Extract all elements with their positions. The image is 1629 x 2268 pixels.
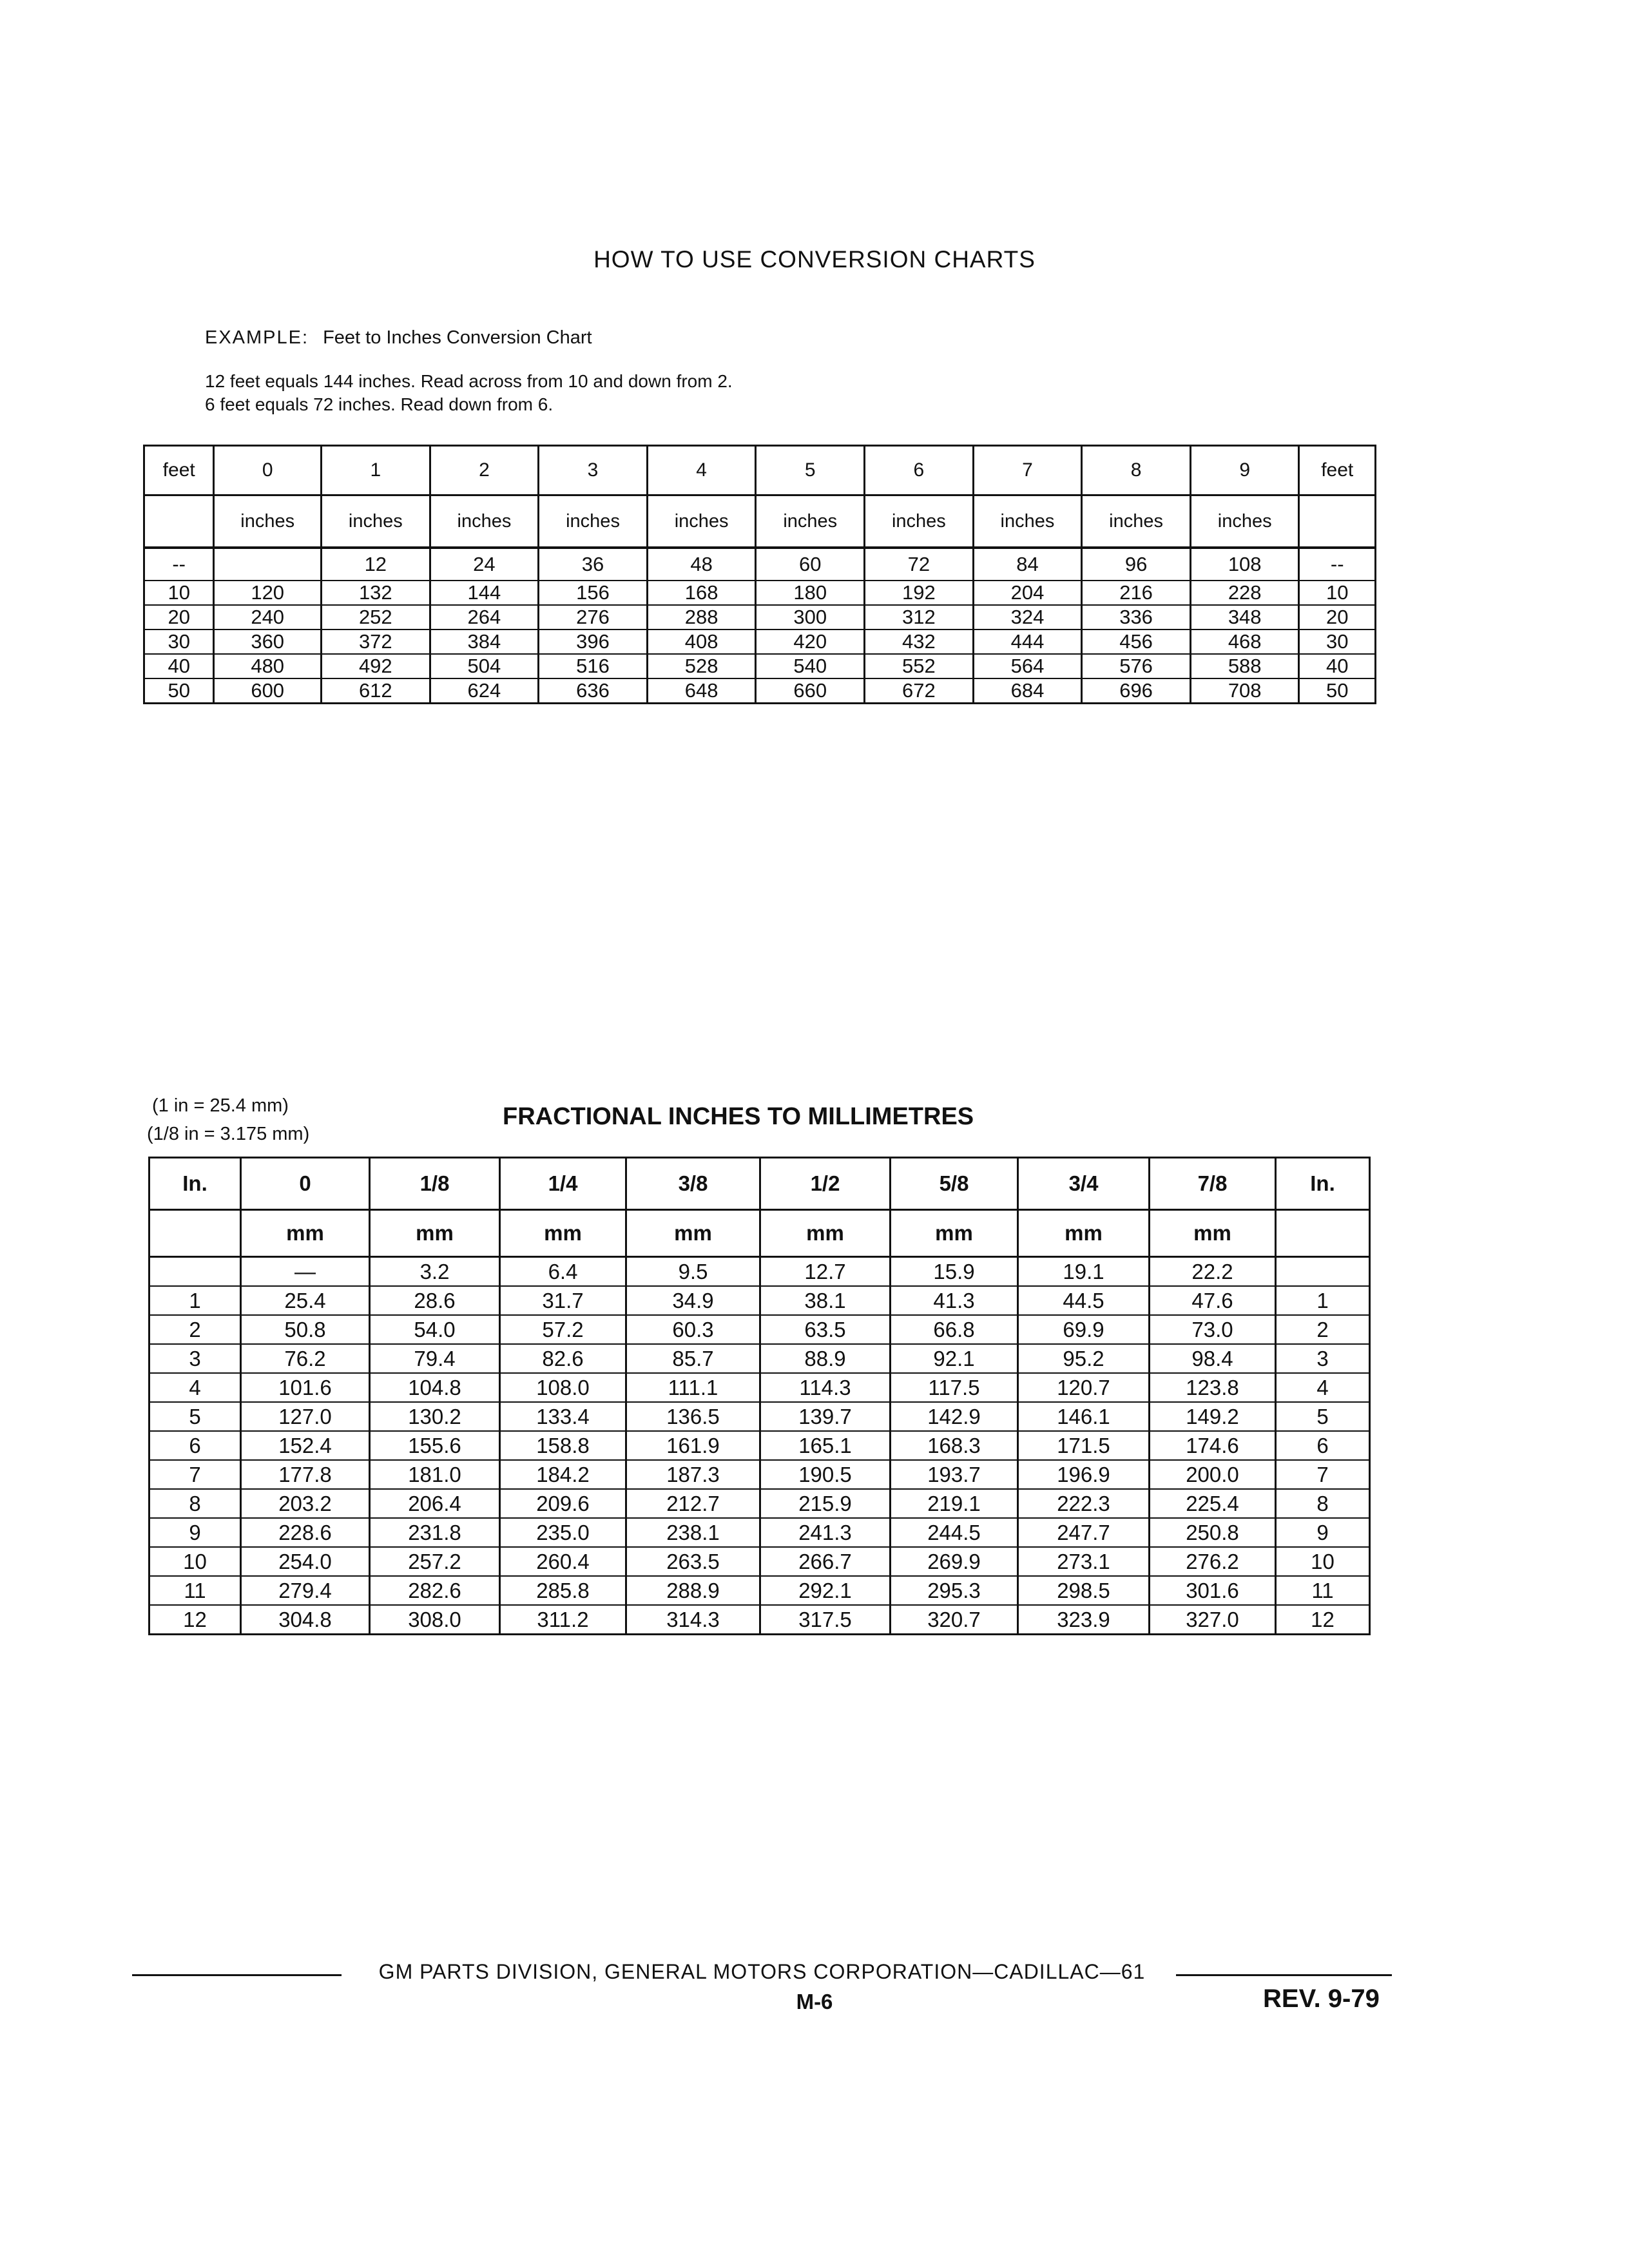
table-row-cell: 36 xyxy=(539,548,648,581)
table-row-cell: 96 xyxy=(1082,548,1191,581)
table-row-cell: 48 xyxy=(647,548,756,581)
unit-row-cell: mm xyxy=(1150,1210,1276,1257)
table-row-cell: 324 xyxy=(973,605,1082,629)
table-row-cell: 47.6 xyxy=(1150,1286,1276,1315)
example-label: EXAMPLE: xyxy=(205,327,309,348)
table-row xyxy=(144,678,1376,704)
table-row-cell: 9 xyxy=(149,1518,241,1547)
table-row-cell: 708 xyxy=(1190,678,1299,704)
header-row-cell: feet xyxy=(1299,446,1376,495)
table-row xyxy=(149,1460,1370,1489)
table-row-cell: — xyxy=(241,1257,370,1287)
table-row-cell: 312 xyxy=(865,605,974,629)
table-row-cell: 40 xyxy=(1299,654,1376,678)
table-row-cell: 84 xyxy=(973,548,1082,581)
unit-row xyxy=(149,1210,1370,1257)
table-row-cell xyxy=(149,1257,241,1287)
table-row-cell: 146.1 xyxy=(1018,1402,1150,1431)
table-row-cell: 336 xyxy=(1082,605,1191,629)
table-row-cell: 54.0 xyxy=(370,1315,500,1344)
example-explanation-line1: 12 feet equals 144 inches. Read across from 10 and down from 2. xyxy=(205,371,733,391)
table-row xyxy=(149,1576,1370,1605)
table-row-cell: 292.1 xyxy=(760,1576,891,1605)
table-row-cell: 193.7 xyxy=(891,1460,1018,1489)
table-row-cell: 12 xyxy=(322,548,430,581)
table-row-cell: 219.1 xyxy=(891,1489,1018,1518)
table-row-cell: 60.3 xyxy=(626,1315,760,1344)
conversion-guide-title: HOW TO USE CONVERSION CHARTS xyxy=(593,246,1036,273)
table-row-cell: 552 xyxy=(865,654,974,678)
unit-row-cell: inches xyxy=(1082,495,1191,548)
header-row-cell: 0 xyxy=(241,1158,370,1210)
table-row-cell: 276.2 xyxy=(1150,1547,1276,1576)
footer-line xyxy=(132,1960,1392,1986)
table-row-cell: 120.7 xyxy=(1018,1373,1150,1402)
table-row-cell: 624 xyxy=(430,678,539,704)
table-row-cell: 9.5 xyxy=(626,1257,760,1287)
table-row-cell: 50 xyxy=(144,678,214,704)
feet-to-inches-table xyxy=(143,445,1376,704)
table-row-cell: 120 xyxy=(214,581,322,605)
table-row-cell: 165.1 xyxy=(760,1431,891,1460)
table-row-cell: 408 xyxy=(647,629,756,654)
unit-row-cell: inches xyxy=(647,495,756,548)
table-row-cell: 136.5 xyxy=(626,1402,760,1431)
table-row-cell: 180 xyxy=(756,581,865,605)
table-row-cell: 98.4 xyxy=(1150,1344,1276,1373)
table-row-cell: 69.9 xyxy=(1018,1315,1150,1344)
header-row-cell: 1/2 xyxy=(760,1158,891,1210)
table-row-cell: 612 xyxy=(322,678,430,704)
example-explanation-line2: 6 feet equals 72 inches. Read down from 6. xyxy=(205,394,554,414)
table-row-cell: 456 xyxy=(1082,629,1191,654)
table-row-cell: 244.5 xyxy=(891,1518,1018,1547)
unit-row-cell xyxy=(1276,1210,1370,1257)
table-row-cell: 22.2 xyxy=(1150,1257,1276,1287)
table-row-cell xyxy=(1276,1257,1370,1287)
table-row-cell: 266.7 xyxy=(760,1547,891,1576)
table-row-cell: 540 xyxy=(756,654,865,678)
table-row-cell: 235.0 xyxy=(500,1518,626,1547)
table-row-cell: 7 xyxy=(149,1460,241,1489)
header-row-cell: 1/4 xyxy=(500,1158,626,1210)
table-row-cell: 311.2 xyxy=(500,1605,626,1635)
table-row-cell: 156 xyxy=(539,581,648,605)
unit-row-cell: mm xyxy=(1018,1210,1150,1257)
header-row-cell: 2 xyxy=(430,446,539,495)
table-row-cell: 88.9 xyxy=(760,1344,891,1373)
header-row-cell: 7/8 xyxy=(1150,1158,1276,1210)
table-row-cell: 300 xyxy=(756,605,865,629)
table-row-cell: 192 xyxy=(865,581,974,605)
table-row-cell: 111.1 xyxy=(626,1373,760,1402)
table-row-cell: 576 xyxy=(1082,654,1191,678)
table-row-cell: 3.2 xyxy=(370,1257,500,1287)
table-row-cell: 117.5 xyxy=(891,1373,1018,1402)
table-row xyxy=(149,1518,1370,1547)
table-row-cell: 144 xyxy=(430,581,539,605)
unit-row-cell xyxy=(1299,495,1376,548)
table-row-cell: 123.8 xyxy=(1150,1373,1276,1402)
table-row-cell: 4 xyxy=(149,1373,241,1402)
table-row-cell: 85.7 xyxy=(626,1344,760,1373)
table-row-cell: 161.9 xyxy=(626,1431,760,1460)
table-row-cell: 468 xyxy=(1190,629,1299,654)
table-row-cell: 7 xyxy=(1276,1460,1370,1489)
table-row-cell: 168.3 xyxy=(891,1431,1018,1460)
table-row-cell: 66.8 xyxy=(891,1315,1018,1344)
table-row-cell: 158.8 xyxy=(500,1431,626,1460)
conversion-note-eighth: (1/8 in = 3.175 mm) xyxy=(147,1124,310,1144)
table-row xyxy=(149,1315,1370,1344)
page-number: M-6 xyxy=(796,1990,833,2013)
table-row-cell: 492 xyxy=(322,654,430,678)
table-row-cell: 254.0 xyxy=(241,1547,370,1576)
table-row-cell: 11 xyxy=(1276,1576,1370,1605)
table-row-cell: 50.8 xyxy=(241,1315,370,1344)
unit-row-cell: mm xyxy=(241,1210,370,1257)
header-row-cell: 9 xyxy=(1190,446,1299,495)
table-row-cell: 30 xyxy=(144,629,214,654)
table-row-cell: 10 xyxy=(1299,581,1376,605)
table-row-cell: 2 xyxy=(149,1315,241,1344)
table-row xyxy=(149,1286,1370,1315)
table-row-cell: 76.2 xyxy=(241,1344,370,1373)
table-row-cell: 228.6 xyxy=(241,1518,370,1547)
table-row-cell: 314.3 xyxy=(626,1605,760,1635)
table-row-cell: 8 xyxy=(1276,1489,1370,1518)
table-row-cell: 12 xyxy=(149,1605,241,1635)
table-row-cell: 228 xyxy=(1190,581,1299,605)
table-row-cell: 215.9 xyxy=(760,1489,891,1518)
table-row-cell: 327.0 xyxy=(1150,1605,1276,1635)
table-row-cell: 11 xyxy=(149,1576,241,1605)
header-row-cell: In. xyxy=(149,1158,241,1210)
table-row-cell: 142.9 xyxy=(891,1402,1018,1431)
table-row-cell: 247.7 xyxy=(1018,1518,1150,1547)
table-row-cell: 28.6 xyxy=(370,1286,500,1315)
header-row xyxy=(149,1158,1370,1210)
table-row xyxy=(149,1257,1370,1287)
table-row-cell: 6.4 xyxy=(500,1257,626,1287)
header-row-cell: In. xyxy=(1276,1158,1370,1210)
table-row-cell: 257.2 xyxy=(370,1547,500,1576)
header-row-cell: 3/4 xyxy=(1018,1158,1150,1210)
table-row-cell: 240 xyxy=(214,605,322,629)
header-row-cell: 3/8 xyxy=(626,1158,760,1210)
table-row-cell: 238.1 xyxy=(626,1518,760,1547)
table-row-cell: 177.8 xyxy=(241,1460,370,1489)
table-row xyxy=(149,1373,1370,1402)
table-row-cell: 19.1 xyxy=(1018,1257,1150,1287)
table-row-cell: 171.5 xyxy=(1018,1431,1150,1460)
header-row-cell: 8 xyxy=(1082,446,1191,495)
table-row-cell: 288.9 xyxy=(626,1576,760,1605)
table-row-cell: 5 xyxy=(1276,1402,1370,1431)
table-row-cell: 504 xyxy=(430,654,539,678)
header-row-cell: 5 xyxy=(756,446,865,495)
table-row-cell: 25.4 xyxy=(241,1286,370,1315)
footer-rule-right xyxy=(1176,1974,1392,1976)
table-row-cell: 5 xyxy=(149,1402,241,1431)
table-row-cell: 269.9 xyxy=(891,1547,1018,1576)
unit-row-cell: mm xyxy=(891,1210,1018,1257)
table-row-cell: 10 xyxy=(144,581,214,605)
table-row-cell: 317.5 xyxy=(760,1605,891,1635)
table-row-cell: 298.5 xyxy=(1018,1576,1150,1605)
table-row-cell: 588 xyxy=(1190,654,1299,678)
table-row-cell: 127.0 xyxy=(241,1402,370,1431)
table-row-cell: 24 xyxy=(430,548,539,581)
table-row-cell: 6 xyxy=(149,1431,241,1460)
unit-row-cell: inches xyxy=(865,495,974,548)
table-row-cell: 285.8 xyxy=(500,1576,626,1605)
table-row-cell: 12 xyxy=(1276,1605,1370,1635)
table-row-cell: 38.1 xyxy=(760,1286,891,1315)
table-row-cell: 6 xyxy=(1276,1431,1370,1460)
table-row-cell: 564 xyxy=(973,654,1082,678)
table-row-cell: 168 xyxy=(647,581,756,605)
table-row-cell: 95.2 xyxy=(1018,1344,1150,1373)
table-row xyxy=(144,548,1376,581)
table-row-cell: 108.0 xyxy=(500,1373,626,1402)
table-row-cell: 252 xyxy=(322,605,430,629)
table-row xyxy=(149,1344,1370,1373)
unit-row-cell: inches xyxy=(756,495,865,548)
table-row-cell: 282.6 xyxy=(370,1576,500,1605)
table-row-cell: 288 xyxy=(647,605,756,629)
table-row-cell: 396 xyxy=(539,629,648,654)
table-row-cell: 174.6 xyxy=(1150,1431,1276,1460)
table-row-cell: 696 xyxy=(1082,678,1191,704)
revision-label: REV. 9-79 xyxy=(1263,1984,1380,2013)
table-row-cell: 250.8 xyxy=(1150,1518,1276,1547)
unit-row xyxy=(144,495,1376,548)
table-row-cell: 432 xyxy=(865,629,974,654)
table-row-cell: 231.8 xyxy=(370,1518,500,1547)
header-row-cell: 6 xyxy=(865,446,974,495)
unit-row-cell xyxy=(149,1210,241,1257)
header-row xyxy=(144,446,1376,495)
table-row-cell: 72 xyxy=(865,548,974,581)
header-row-cell: 1 xyxy=(322,446,430,495)
table-row-cell: 320.7 xyxy=(891,1605,1018,1635)
table-row-cell: 184.2 xyxy=(500,1460,626,1489)
unit-row-cell: mm xyxy=(626,1210,760,1257)
table-row-cell: 149.2 xyxy=(1150,1402,1276,1431)
table-row-cell: 79.4 xyxy=(370,1344,500,1373)
table-row-cell: 264 xyxy=(430,605,539,629)
table-row-cell: 60 xyxy=(756,548,865,581)
header-row-cell: 1/8 xyxy=(370,1158,500,1210)
table-row-cell: 323.9 xyxy=(1018,1605,1150,1635)
table-row-cell: 648 xyxy=(647,678,756,704)
table-row-cell: 196.9 xyxy=(1018,1460,1150,1489)
table-row-cell: 190.5 xyxy=(760,1460,891,1489)
unit-row-cell: inches xyxy=(973,495,1082,548)
header-row-cell: 3 xyxy=(539,446,648,495)
table-row-cell: 3 xyxy=(1276,1344,1370,1373)
unit-row-cell: inches xyxy=(539,495,648,548)
conversion-note-inch: (1 in = 25.4 mm) xyxy=(152,1095,289,1116)
unit-row-cell: inches xyxy=(214,495,322,548)
table-row-cell: 20 xyxy=(144,605,214,629)
table-row-cell: 203.2 xyxy=(241,1489,370,1518)
table-row-cell: 480 xyxy=(214,654,322,678)
table-row-cell: 384 xyxy=(430,629,539,654)
table-row-cell: 40 xyxy=(144,654,214,678)
table-row-cell: 44.5 xyxy=(1018,1286,1150,1315)
table-row-cell: 200.0 xyxy=(1150,1460,1276,1489)
table-row-cell: 82.6 xyxy=(500,1344,626,1373)
table-row xyxy=(144,654,1376,678)
table-row xyxy=(144,605,1376,629)
table-row-cell: -- xyxy=(144,548,214,581)
table-row-cell: 212.7 xyxy=(626,1489,760,1518)
table-row xyxy=(149,1431,1370,1460)
table-row-cell: 222.3 xyxy=(1018,1489,1150,1518)
table-row-cell: 132 xyxy=(322,581,430,605)
table-row-cell: 225.4 xyxy=(1150,1489,1276,1518)
table-row-cell: 34.9 xyxy=(626,1286,760,1315)
table-row-cell: -- xyxy=(1299,548,1376,581)
table-row-cell: 348 xyxy=(1190,605,1299,629)
table-row-cell: 304.8 xyxy=(241,1605,370,1635)
header-row-cell: feet xyxy=(144,446,214,495)
table-row-cell: 241.3 xyxy=(760,1518,891,1547)
table-row-cell: 209.6 xyxy=(500,1489,626,1518)
table-row-cell: 152.4 xyxy=(241,1431,370,1460)
table-row-cell: 73.0 xyxy=(1150,1315,1276,1344)
unit-row-cell: inches xyxy=(322,495,430,548)
table-row-cell: 41.3 xyxy=(891,1286,1018,1315)
table-row-cell: 181.0 xyxy=(370,1460,500,1489)
table-row-cell: 444 xyxy=(973,629,1082,654)
table-row-cell: 10 xyxy=(1276,1547,1370,1576)
unit-row-cell: mm xyxy=(500,1210,626,1257)
table-row-cell: 260.4 xyxy=(500,1547,626,1576)
table-row-cell: 636 xyxy=(539,678,648,704)
table-row-cell: 1 xyxy=(149,1286,241,1315)
table-row-cell: 360 xyxy=(214,629,322,654)
table-row-cell: 4 xyxy=(1276,1373,1370,1402)
table-row-cell xyxy=(214,548,322,581)
table-row xyxy=(149,1489,1370,1518)
table-row-cell: 15.9 xyxy=(891,1257,1018,1287)
table-row-cell: 10 xyxy=(149,1547,241,1576)
table-row-cell: 660 xyxy=(756,678,865,704)
table-row-cell: 104.8 xyxy=(370,1373,500,1402)
table-row-cell: 114.3 xyxy=(760,1373,891,1402)
unit-row-cell: mm xyxy=(370,1210,500,1257)
table-row-cell: 279.4 xyxy=(241,1576,370,1605)
table-row-cell: 528 xyxy=(647,654,756,678)
unit-row-cell: inches xyxy=(1190,495,1299,548)
table-row-cell: 139.7 xyxy=(760,1402,891,1431)
table-row xyxy=(149,1547,1370,1576)
table-row-cell: 1 xyxy=(1276,1286,1370,1315)
table-row-cell: 12.7 xyxy=(760,1257,891,1287)
table-row-cell: 101.6 xyxy=(241,1373,370,1402)
example-title: Feet to Inches Conversion Chart xyxy=(323,327,592,348)
table-row-cell: 92.1 xyxy=(891,1344,1018,1373)
header-row-cell: 5/8 xyxy=(891,1158,1018,1210)
table-row-cell: 273.1 xyxy=(1018,1547,1150,1576)
table-row xyxy=(149,1605,1370,1635)
table-row-cell: 276 xyxy=(539,605,648,629)
table-row-cell: 108 xyxy=(1190,548,1299,581)
unit-row-cell xyxy=(144,495,214,548)
table-row-cell: 187.3 xyxy=(626,1460,760,1489)
table-row-cell: 206.4 xyxy=(370,1489,500,1518)
table-row-cell: 263.5 xyxy=(626,1547,760,1576)
table-row-cell: 308.0 xyxy=(370,1605,500,1635)
table-row-cell: 600 xyxy=(214,678,322,704)
table-row xyxy=(149,1402,1370,1431)
fractional-chart-title: FRACTIONAL INCHES TO MILLIMETRES xyxy=(503,1103,974,1130)
table-row-cell: 63.5 xyxy=(760,1315,891,1344)
header-row-cell: 7 xyxy=(973,446,1082,495)
table-row-cell: 295.3 xyxy=(891,1576,1018,1605)
table-row-cell: 516 xyxy=(539,654,648,678)
table-row xyxy=(144,581,1376,605)
table-row-cell: 9 xyxy=(1276,1518,1370,1547)
table-row-cell: 30 xyxy=(1299,629,1376,654)
unit-row-cell: mm xyxy=(760,1210,891,1257)
table-row-cell: 155.6 xyxy=(370,1431,500,1460)
table-row-cell: 3 xyxy=(149,1344,241,1373)
table-row-cell: 31.7 xyxy=(500,1286,626,1315)
table-row-cell: 684 xyxy=(973,678,1082,704)
unit-row-cell: inches xyxy=(430,495,539,548)
table-row-cell: 204 xyxy=(973,581,1082,605)
footer-text: GM PARTS DIVISION, GENERAL MOTORS CORPORATION—CADILLAC—61 xyxy=(378,1960,1146,1983)
table-row xyxy=(144,629,1376,654)
table-row-cell: 130.2 xyxy=(370,1402,500,1431)
fractional-inches-table xyxy=(148,1157,1371,1635)
header-row-cell: 0 xyxy=(214,446,322,495)
example-heading xyxy=(205,327,592,349)
table-row-cell: 50 xyxy=(1299,678,1376,704)
table-row-cell: 20 xyxy=(1299,605,1376,629)
table-row-cell: 57.2 xyxy=(500,1315,626,1344)
table-row-cell: 8 xyxy=(149,1489,241,1518)
table-row-cell: 372 xyxy=(322,629,430,654)
table-row-cell: 133.4 xyxy=(500,1402,626,1431)
table-row-cell: 301.6 xyxy=(1150,1576,1276,1605)
table-row-cell: 2 xyxy=(1276,1315,1370,1344)
header-row-cell: 4 xyxy=(647,446,756,495)
table-row-cell: 216 xyxy=(1082,581,1191,605)
table-row-cell: 672 xyxy=(865,678,974,704)
table-row-cell: 420 xyxy=(756,629,865,654)
